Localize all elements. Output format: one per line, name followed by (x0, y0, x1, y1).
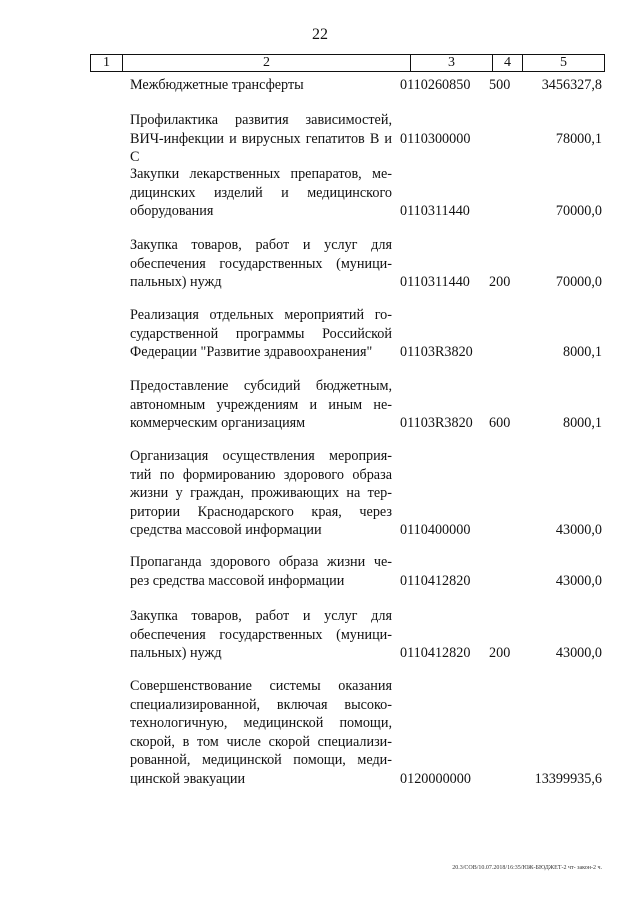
row-amount: 43000,0 (555, 645, 602, 661)
description-line: технологичную, медицинской помощи, (130, 715, 392, 731)
row-description (130, 165, 392, 221)
description-line: Закупки лекарственных препаратов, ме- (130, 166, 392, 182)
row-code: 0110300000 (400, 130, 471, 147)
description-line: Пропаганда здорового образа жизни че- (130, 554, 392, 570)
description-line: Федерации "Развитие здравоохранения" (130, 344, 373, 360)
table-header (90, 54, 605, 72)
row-code: 01103R3820 (400, 415, 473, 431)
row-amount: 43000,0 (555, 572, 602, 589)
description-line: пальных) нужд (130, 274, 222, 290)
header-col-4: 4 (493, 55, 523, 71)
description-line: ритории Краснодарского края, через (130, 503, 392, 520)
row-code: 0110412820 (400, 572, 471, 589)
description-line: Профилактика развития зависимостей, (130, 112, 392, 128)
row-expense-type: 200 (489, 274, 511, 290)
row-code: 01103R3820 (400, 344, 473, 360)
row-amount: 13399935,6 (534, 770, 602, 787)
row-code: 0110311440 (400, 274, 470, 290)
document-footer-meta: 20.3/СОВ/10.07.2018/16:35/ЮЖ-БЮДЖЕТ-2 чт- закон-2 ч. (452, 865, 602, 871)
row-description (130, 306, 392, 362)
row-description (130, 553, 392, 590)
description-line: рованной, медицинской помощи, меди- (130, 752, 392, 768)
description-line: жизни у граждан, проживающих на тер- (130, 485, 392, 501)
description-line: обеспечения государственных (муници- (130, 626, 392, 643)
row-description (130, 236, 392, 292)
row-amount: 70000,0 (555, 274, 602, 290)
description-line: оборудования (130, 203, 214, 219)
row-expense-type: 600 (489, 415, 511, 431)
row-description (130, 377, 392, 433)
row-amount: 43000,0 (555, 522, 602, 538)
row-code: 0120000000 (400, 770, 471, 787)
page-number: 22 (312, 26, 328, 43)
row-amount: 8000,1 (562, 344, 602, 360)
description-line: дицинских изделий и медицинского (130, 184, 392, 201)
description-line: коммерческим организациям (130, 415, 306, 431)
row-code: 0110311440 (400, 203, 470, 219)
header-col-5: 5 (560, 55, 567, 70)
header-col-3: 3 (411, 55, 493, 71)
description-line: сударственной программы Российской (130, 325, 392, 342)
description-line: рез средства массовой информации (130, 572, 345, 589)
row-code: 0110260850 (400, 77, 471, 93)
header-col-2: 2 (123, 55, 411, 71)
description-line: Организация осуществления мероприя- (130, 448, 392, 464)
description-line: Межбюджетные трансферты (130, 77, 304, 93)
row-description (130, 607, 392, 663)
description-line: Совершенствование системы оказания (130, 678, 392, 694)
description-line: цинской эвакуации (130, 770, 246, 787)
description-line: тий по формированию здорового образа (130, 466, 392, 483)
row-description (130, 111, 392, 167)
description-line: автономным учреждениям и иным не- (130, 396, 392, 413)
row-description (130, 447, 392, 540)
description-line: средства массовой информации (130, 522, 322, 538)
row-amount: 78000,1 (555, 130, 602, 147)
description-line: Закупка товаров, работ и услуг для (130, 608, 392, 624)
row-code: 0110400000 (400, 522, 471, 538)
description-line: специализированной, включая высоко- (130, 696, 392, 713)
row-expense-type: 500 (489, 77, 511, 93)
row-description (130, 76, 392, 95)
description-line: пальных) нужд (130, 645, 222, 661)
row-amount: 70000,0 (555, 203, 602, 219)
row-amount: 8000,1 (562, 415, 602, 431)
description-line: ВИЧ-инфекции и вирусных гепатитов В и С (130, 130, 392, 165)
row-expense-type: 200 (489, 645, 511, 661)
row-code: 0110412820 (400, 645, 471, 661)
header-col-1: 1 (91, 55, 123, 71)
description-line: Реализация отдельных мероприятий го- (130, 307, 392, 323)
description-line: Предоставление субсидий бюджетным, (130, 378, 392, 394)
description-line: скорой, в том числе скорой специализи- (130, 733, 392, 750)
row-amount: 3456327,8 (541, 77, 602, 93)
description-line: Закупка товаров, работ и услуг для (130, 237, 392, 253)
description-line: обеспечения государственных (муници- (130, 255, 392, 272)
row-description (130, 677, 392, 788)
